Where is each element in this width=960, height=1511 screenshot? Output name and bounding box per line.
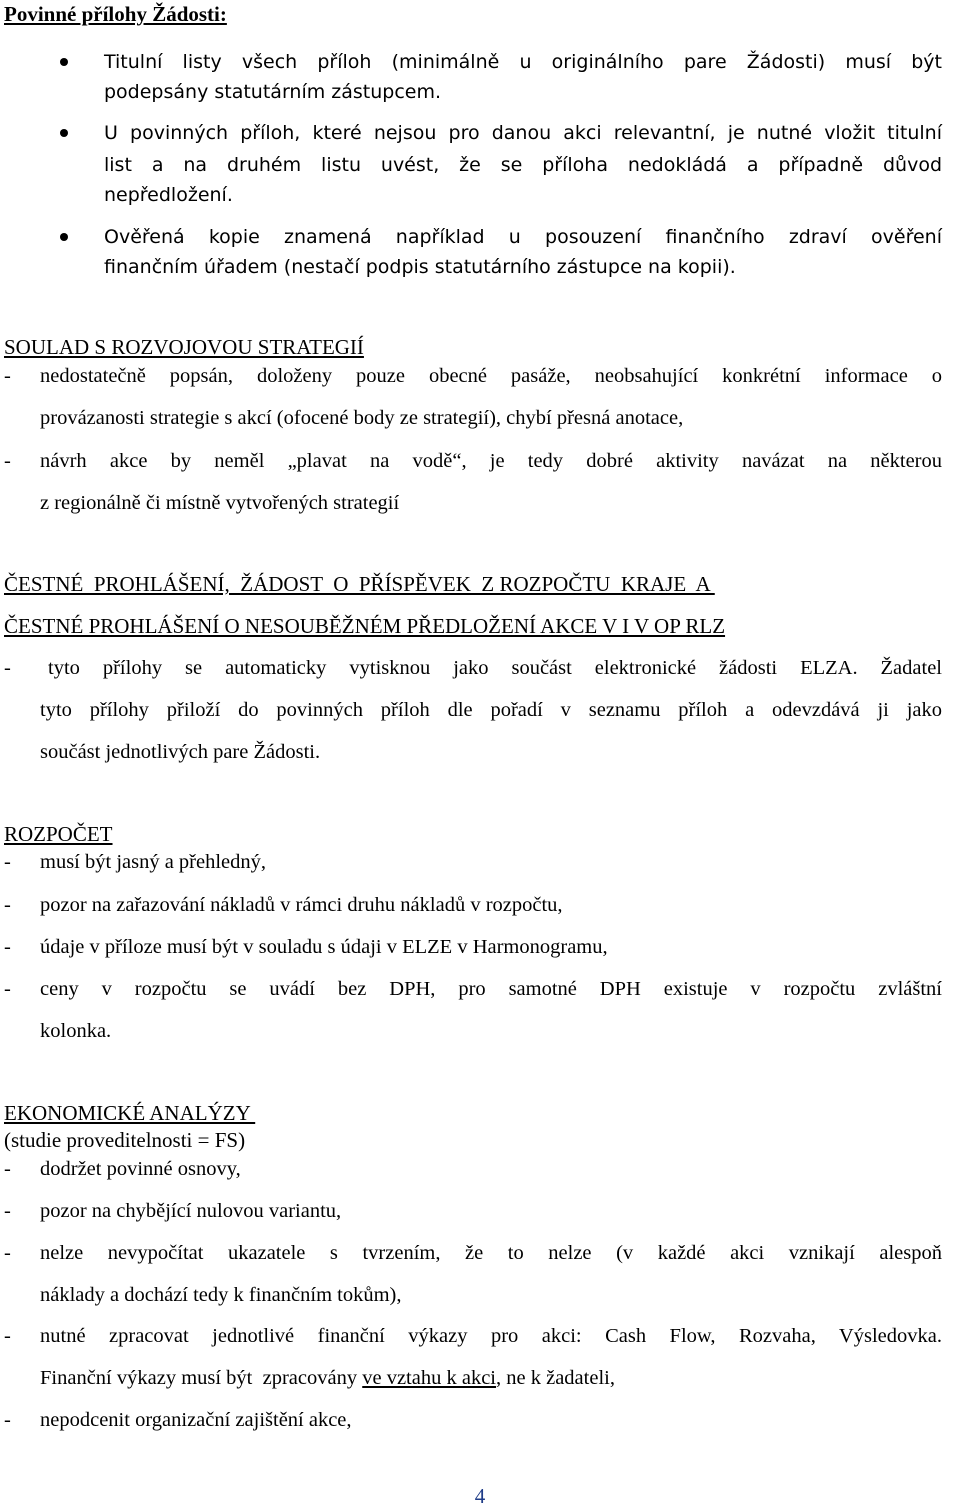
economic-item-4-line-2 — [40, 1366, 615, 1390]
economic-item-3-line-1: nelze nevypočítat ukazatele s tvrzením, že to nelze (v každé akci vznikají alespoň — [40, 1242, 942, 1264]
budget-item-4-line-1: ceny v rozpočtu se uvádí bez DPH, pro samotné DPH existuje v rozpočtu zvláštní — [40, 978, 942, 1000]
declaration-item-line-2: tyto přílohy přiloží do povinných příloh dle pořadí v seznamu příloh a odevzdává ji jako — [40, 699, 942, 721]
attachments-bullet-2-line-2: list a na druhém listu uvést, že se příloha nedokládá a případně důvod — [104, 154, 942, 176]
dash-marker: - — [4, 1325, 11, 1347]
budget-heading: ROZPOČET — [4, 822, 113, 846]
bullet-icon — [60, 129, 68, 137]
budget-item-1: musí být jasný a přehledný, — [40, 851, 267, 873]
budget-item-4-line-2: kolonka. — [40, 1020, 112, 1042]
dash-marker: - — [4, 365, 11, 387]
dash-marker: - — [4, 936, 11, 958]
dash-marker: - — [4, 1242, 11, 1264]
attachments-bullet-3-line-1: Ověřená kopie znamená například u posouzení finančního zdraví ověření — [104, 226, 942, 248]
strategy-heading: SOULAD S ROZVOJOVOU STRATEGIÍ — [4, 335, 364, 359]
strategy-item-1-line-1: nedostatečně popsán, doloženy pouze obecné pasáže, neobsahující konkrétní informace o — [40, 365, 942, 387]
declaration-heading-line-2: ČESTNÉ PROHLÁŠENÍ O NESOUBĚŽNÉM PŘEDLOŽENÍ AKCE V I V OP RLZ — [4, 614, 726, 638]
attachments-bullet-3-line-2: finančním úřadem (nestačí podpis statutárního zástupce na kopii). — [104, 256, 736, 278]
economic-item-2: pozor na chybějící nulovou variantu, — [40, 1200, 342, 1222]
strategy-item-2-line-1: návrh akce by neměl „plavat na vodě“, je tedy dobré aktivity navázat na některou — [40, 450, 942, 472]
economic-item-4-underlined: ve vztahu k akci — [362, 1367, 496, 1389]
economic-item-5: nepodcenit organizační zajištění akce, — [40, 1409, 352, 1431]
budget-item-2: pozor na zařazování nákladů v rámci druhu nákladů v rozpočtu, — [40, 894, 563, 916]
dash-marker: - — [4, 1158, 11, 1180]
dash-marker: - — [4, 851, 11, 873]
attachments-heading: Povinné přílohy Žádosti: — [4, 2, 227, 26]
declaration-item-line-3: součást jednotlivých pare Žádosti. — [40, 741, 321, 763]
attachments-bullet-1-line-1: Titulní listy všech příloh (minimálně u originálního pare Žádosti) musí být — [104, 51, 942, 73]
strategy-item-1-line-2: provázanosti strategie s akcí (ofocené body ze strategií), chybí přesná anotace, — [40, 407, 684, 429]
budget-item-3: údaje v příloze musí být v souladu s údaji v ELZE v Harmonogramu, — [40, 936, 608, 958]
attachments-bullet-2-line-1: U povinných příloh, které nejsou pro danou akci relevantní, je nutné vložit titulní — [104, 122, 942, 144]
dash-marker: - — [4, 1200, 11, 1222]
dash-marker: - — [4, 978, 11, 1000]
declaration-item-line-1: tyto přílohy se automaticky vytisknou jako součást elektronické žádosti ELZA. Žadatel — [48, 657, 942, 679]
economic-heading: EKONOMICKÉ ANALÝZY — [4, 1101, 256, 1125]
attachments-bullet-2-line-3: nepředložení. — [104, 184, 233, 206]
bullet-icon — [60, 233, 68, 241]
page-number: 4 — [474, 1484, 486, 1508]
economic-item-4-text-a: Finanční výkazy musí být zpracovány — [40, 1367, 363, 1389]
attachments-bullet-1-line-2: podepsány statutárním zástupcem. — [104, 81, 442, 103]
declaration-heading-line-1: ČESTNÉ PROHLÁŠENÍ, ŽÁDOST O PŘÍSPĚVEK Z ROZPOČTU KRAJE A — [4, 572, 715, 596]
strategy-item-2-line-2: z regionálně či místně vytvořených strategií — [40, 492, 400, 514]
economic-subtitle: (studie proveditelnosti = FS) — [4, 1128, 246, 1152]
dash-marker: - — [4, 657, 11, 679]
dash-marker: - — [4, 450, 11, 472]
dash-marker: - — [4, 894, 11, 916]
economic-item-3-line-2: náklady a dochází tedy k finančním tokům), — [40, 1284, 402, 1306]
economic-item-4-line-1: nutné zpracovat jednotlivé finanční výkazy pro akci: Cash Flow, Rozvaha, Výsledovka. — [40, 1325, 942, 1347]
economic-item-1: dodržet povinné osnovy, — [40, 1158, 241, 1180]
bullet-icon — [60, 58, 68, 66]
economic-item-4-text-b: , ne k žadateli, — [496, 1367, 615, 1389]
dash-marker: - — [4, 1409, 11, 1431]
